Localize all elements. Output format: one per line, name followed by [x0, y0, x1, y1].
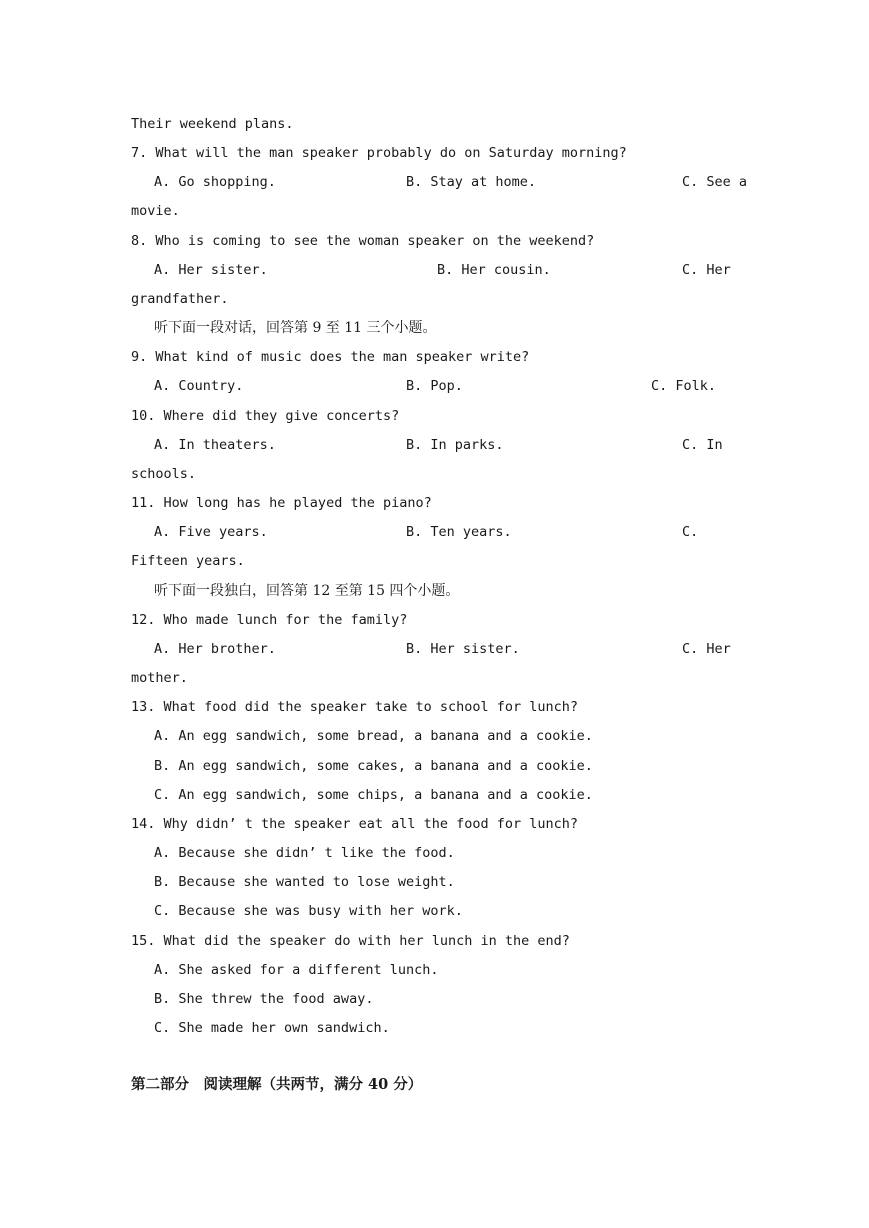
option-13c: C. An egg sandwich, some chips, a banana and a cookie. [154, 787, 593, 803]
option-10b: B. In parks. [406, 437, 504, 453]
question-7: 7. What will the man speaker probably do on Saturday morning? [131, 145, 627, 161]
question-8: 8. Who is coming to see the woman speaker on the weekend? [131, 233, 595, 249]
option-11a: A. Five years. [154, 524, 268, 540]
option-11b: B. Ten years. [406, 524, 512, 540]
option-14a: A. Because she didn’ t like the food. [154, 845, 455, 861]
option-13b: B. An egg sandwich, some cakes, a banana and a cookie. [154, 758, 593, 774]
option-14c: C. Because she was busy with her work. [154, 903, 463, 919]
option-15a: A. She asked for a different lunch. [154, 962, 439, 978]
option-7b: B. Stay at home. [406, 174, 537, 190]
option-15b: B. She threw the food away. [154, 991, 374, 1007]
option-12b: B. Her sister. [406, 641, 520, 657]
question-13: 13. What food did the speaker take to school for lunch? [131, 699, 579, 715]
section-instruction: 听下面一段对话，回答第 9 至 11 三个小题。 [154, 320, 437, 336]
question-10: 10. Where did they give concerts? [131, 408, 400, 424]
option-10c: C. In [682, 437, 723, 453]
option-9b: B. Pop. [406, 378, 463, 394]
section-instruction: 听下面一段独白，回答第 12 至第 15 四个小题。 [154, 583, 460, 599]
question-14: 14. Why didn’ t the speaker eat all the food for lunch? [131, 816, 579, 832]
option-11c-cont: Fifteen years. [131, 553, 245, 569]
option-8b: B. Her cousin. [437, 262, 551, 278]
part-heading: 第二部分 阅读理解（共两节，满分 40 分） [131, 1076, 423, 1093]
question-11: 11. How long has he played the piano? [131, 495, 432, 511]
option-15c: C. She made her own sandwich. [154, 1020, 390, 1036]
text-line: Their weekend plans. [131, 116, 294, 132]
option-8a: A. Her sister. [154, 262, 268, 278]
option-8c-cont: grandfather. [131, 291, 229, 307]
option-12c-cont: mother. [131, 670, 188, 686]
option-10a: A. In theaters. [154, 437, 276, 453]
option-12c: C. Her [682, 641, 731, 657]
question-9: 9. What kind of music does the man speaker write? [131, 349, 530, 365]
option-9c: C. Folk. [651, 378, 717, 394]
option-12a: A. Her brother. [154, 641, 276, 657]
option-9a: A. Country. [154, 378, 244, 394]
option-14b: B. Because she wanted to lose weight. [154, 874, 455, 890]
option-7a: A. Go shopping. [154, 174, 276, 190]
option-7c-cont: movie. [131, 203, 180, 219]
option-7c: C. See a [682, 174, 748, 190]
option-8c: C. Her [682, 262, 731, 278]
option-11c: C. [682, 524, 699, 540]
option-13a: A. An egg sandwich, some bread, a banana and a cookie. [154, 728, 593, 744]
question-15: 15. What did the speaker do with her lunch in the end? [131, 933, 570, 949]
question-12: 12. Who made lunch for the family? [131, 612, 408, 628]
option-10c-cont: schools. [131, 466, 197, 482]
